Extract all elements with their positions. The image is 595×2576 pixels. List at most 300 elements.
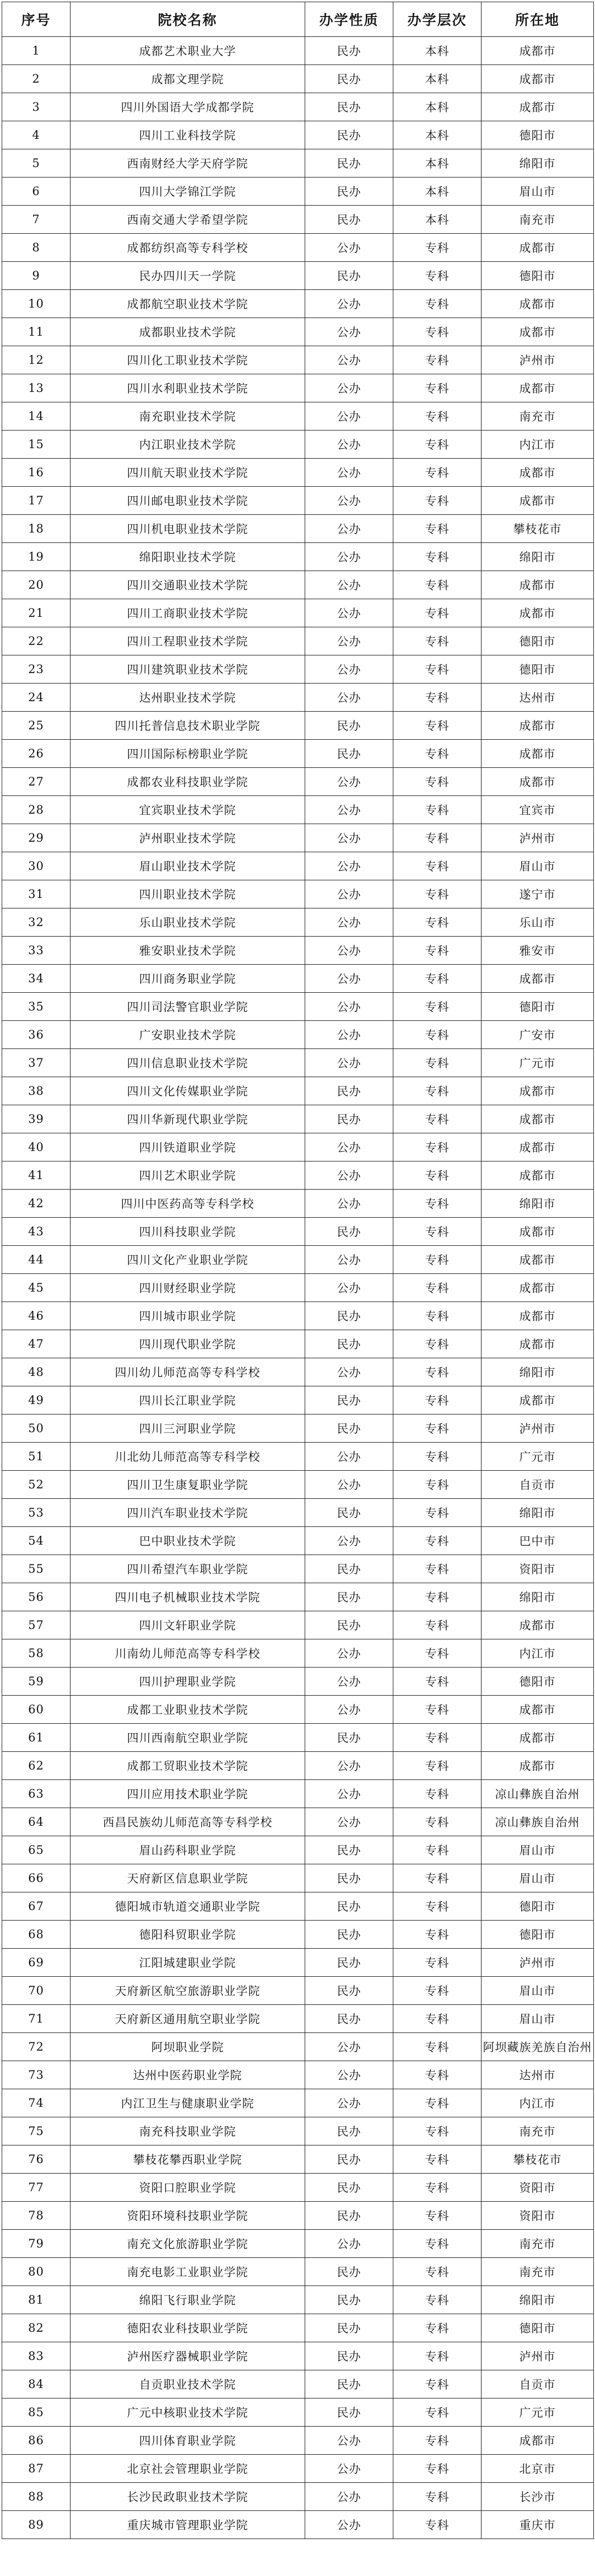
cell-ownership: 公办 [305, 515, 393, 543]
cell-ownership: 公办 [305, 1443, 393, 1471]
cell-location: 广元市 [482, 1443, 594, 1471]
cell-level: 专科 [393, 1049, 482, 1077]
cell-ownership: 公办 [305, 431, 393, 459]
cell-level: 专科 [393, 487, 482, 515]
cell-school-name: 成都纺织高等专科学校 [71, 234, 305, 262]
cell-ownership: 民办 [305, 1921, 393, 1949]
cell-level: 专科 [393, 459, 482, 487]
table-row [2, 1836, 594, 1864]
cell-location: 成都市 [482, 290, 594, 318]
cell-ownership: 公办 [305, 2455, 393, 2483]
cell-ownership: 公办 [305, 2061, 393, 2089]
cell-school-name: 达州职业技术学院 [71, 684, 305, 712]
cell-location: 德阳市 [482, 262, 594, 290]
cell-level: 专科 [393, 431, 482, 459]
cell-location: 德阳市 [482, 1668, 594, 1696]
cell-level: 专科 [393, 2061, 482, 2089]
cell-ownership: 公办 [305, 402, 393, 431]
cell-level: 专科 [393, 2427, 482, 2455]
table-row [2, 2398, 594, 2427]
cell-school-name: 四川托普信息技术职业学院 [71, 712, 305, 740]
cell-ownership: 公办 [305, 908, 393, 937]
cell-school-name: 四川化工职业技术学院 [71, 346, 305, 374]
cell-index: 2 [2, 65, 71, 93]
cell-ownership: 民办 [305, 178, 393, 206]
table-row [2, 937, 594, 965]
cell-level: 专科 [393, 543, 482, 571]
cell-index: 68 [2, 1921, 71, 1949]
cell-location: 成都市 [482, 1386, 594, 1415]
table-row [2, 1668, 594, 1696]
cell-level: 专科 [393, 684, 482, 712]
cell-school-name: 四川工商职业技术学院 [71, 599, 305, 627]
table-row [2, 908, 594, 937]
cell-location: 眉山市 [482, 1864, 594, 1892]
cell-ownership: 民办 [305, 2398, 393, 2427]
cell-location: 成都市 [482, 65, 594, 93]
cell-level: 专科 [393, 2511, 482, 2539]
table-row [2, 796, 594, 824]
cell-index: 55 [2, 1555, 71, 1583]
cell-location: 阿坝藏族羌族自治州 [482, 2033, 594, 2061]
cell-location: 绵阳市 [482, 1358, 594, 1386]
cell-index: 88 [2, 2483, 71, 2511]
table-row [2, 571, 594, 599]
cell-ownership: 民办 [305, 1105, 393, 1133]
cell-index: 5 [2, 149, 71, 178]
cell-index: 47 [2, 1330, 71, 1358]
header-ownership: 办学性质 [305, 2, 393, 37]
cell-index: 61 [2, 1724, 71, 1752]
cell-index: 65 [2, 1836, 71, 1864]
cell-level: 本科 [393, 121, 482, 149]
cell-school-name: 四川城市职业学院 [71, 1302, 305, 1330]
cell-index: 17 [2, 487, 71, 515]
cell-index: 71 [2, 2005, 71, 2033]
cell-ownership: 民办 [305, 712, 393, 740]
cell-ownership: 民办 [305, 2286, 393, 2314]
cell-index: 70 [2, 1977, 71, 2005]
cell-location: 成都市 [482, 1105, 594, 1133]
cell-school-name: 德阳科贸职业学院 [71, 1921, 305, 1949]
cell-level: 专科 [393, 2230, 482, 2258]
cell-ownership: 民办 [305, 1836, 393, 1864]
cell-location: 内江市 [482, 2089, 594, 2117]
cell-level: 专科 [393, 796, 482, 824]
cell-ownership: 公办 [305, 487, 393, 515]
cell-location: 德阳市 [482, 627, 594, 655]
cell-school-name: 四川汽车职业技术学院 [71, 1499, 305, 1527]
cell-school-name: 南充文化旅游职业学院 [71, 2230, 305, 2258]
table-row [2, 515, 594, 543]
cell-school-name: 南充职业技术学院 [71, 402, 305, 431]
table-row [2, 1752, 594, 1780]
cell-index: 82 [2, 2314, 71, 2342]
cell-location: 成都市 [482, 1161, 594, 1190]
cell-location: 德阳市 [482, 2314, 594, 2342]
cell-ownership: 公办 [305, 2089, 393, 2117]
cell-ownership: 民办 [305, 1302, 393, 1330]
cell-ownership: 民办 [305, 149, 393, 178]
cell-level: 专科 [393, 1386, 482, 1415]
cell-ownership: 民办 [305, 2117, 393, 2145]
table-row [2, 121, 594, 149]
cell-index: 79 [2, 2230, 71, 2258]
cell-ownership: 公办 [305, 993, 393, 1021]
cell-school-name: 泸州医疗器械职业学院 [71, 2342, 305, 2370]
table-row [2, 2286, 594, 2314]
cell-index: 57 [2, 1611, 71, 1639]
cell-index: 33 [2, 937, 71, 965]
cell-ownership: 民办 [305, 2174, 393, 2202]
cell-school-name: 四川电子机械职业技术学院 [71, 1583, 305, 1611]
cell-school-name: 巴中职业技术学院 [71, 1527, 305, 1555]
cell-level: 专科 [393, 374, 482, 402]
cell-index: 59 [2, 1668, 71, 1696]
cell-school-name: 四川外国语大学成都学院 [71, 93, 305, 121]
cell-ownership: 公办 [305, 796, 393, 824]
cell-school-name: 达州中医药职业学院 [71, 2061, 305, 2089]
cell-school-name: 成都职业技术学院 [71, 318, 305, 346]
cell-level: 专科 [393, 1724, 482, 1752]
cell-ownership: 公办 [305, 880, 393, 908]
cell-school-name: 眉山药科职业学院 [71, 1836, 305, 1864]
cell-level: 专科 [393, 1246, 482, 1274]
cell-location: 德阳市 [482, 121, 594, 149]
cell-school-name: 四川科技职业学院 [71, 1218, 305, 1246]
table-row [2, 1049, 594, 1077]
table-row [2, 262, 594, 290]
cell-level: 专科 [393, 2174, 482, 2202]
cell-ownership: 民办 [305, 2005, 393, 2033]
cell-index: 20 [2, 571, 71, 599]
cell-school-name: 四川应用技术职业学院 [71, 1780, 305, 1808]
cell-index: 72 [2, 2033, 71, 2061]
cell-index: 1 [2, 37, 71, 65]
cell-index: 77 [2, 2174, 71, 2202]
cell-location: 资阳市 [482, 1555, 594, 1583]
cell-ownership: 公办 [305, 1780, 393, 1808]
cell-location: 绵阳市 [482, 2286, 594, 2314]
cell-ownership: 民办 [305, 2314, 393, 2342]
cell-school-name: 西昌民族幼儿师范高等专科学校 [71, 1808, 305, 1836]
cell-level: 专科 [393, 740, 482, 768]
table-row [2, 1077, 594, 1105]
cell-school-name: 四川机电职业技术学院 [71, 515, 305, 543]
header-location: 所在地 [482, 2, 594, 37]
cell-ownership: 民办 [305, 2258, 393, 2286]
cell-school-name: 宜宾职业技术学院 [71, 796, 305, 824]
cell-school-name: 成都农业科技职业学院 [71, 768, 305, 796]
table-row [2, 1977, 594, 2005]
cell-location: 成都市 [482, 1274, 594, 1302]
cell-location: 成都市 [482, 318, 594, 346]
cell-level: 专科 [393, 2455, 482, 2483]
cell-index: 11 [2, 318, 71, 346]
cell-level: 专科 [393, 1330, 482, 1358]
cell-school-name: 西南财经大学天府学院 [71, 149, 305, 178]
cell-school-name: 四川现代职业学院 [71, 1330, 305, 1358]
cell-index: 36 [2, 1021, 71, 1049]
school-list-document [0, 2, 595, 2576]
cell-school-name: 南充电影工业职业学院 [71, 2258, 305, 2286]
table-row [2, 178, 594, 206]
cell-index: 4 [2, 121, 71, 149]
cell-level: 专科 [393, 655, 482, 684]
cell-school-name: 四川国际标榜职业学院 [71, 740, 305, 768]
cell-school-name: 自贡职业技术学院 [71, 2370, 305, 2398]
table-row [2, 93, 594, 121]
cell-school-name: 四川长江职业学院 [71, 1386, 305, 1415]
table-row [2, 1471, 594, 1499]
table-row [2, 1555, 594, 1583]
table-row [2, 1246, 594, 1274]
cell-school-name: 四川财经职业学院 [71, 1274, 305, 1302]
cell-location: 北京市 [482, 2455, 594, 2483]
cell-school-name: 江阳城建职业学院 [71, 1949, 305, 1977]
cell-ownership: 公办 [305, 768, 393, 796]
cell-location: 成都市 [482, 487, 594, 515]
cell-level: 专科 [393, 1471, 482, 1499]
table-row [2, 2061, 594, 2089]
cell-index: 80 [2, 2258, 71, 2286]
cell-index: 43 [2, 1218, 71, 1246]
cell-index: 37 [2, 1049, 71, 1077]
cell-level: 专科 [393, 2314, 482, 2342]
cell-school-name: 四川大学锦江学院 [71, 178, 305, 206]
table-row [2, 2370, 594, 2398]
cell-ownership: 公办 [305, 1133, 393, 1161]
cell-school-name: 四川三河职业学院 [71, 1415, 305, 1443]
cell-ownership: 公办 [305, 1358, 393, 1386]
table-row [2, 1808, 594, 1836]
cell-location: 泸州市 [482, 2342, 594, 2370]
cell-level: 专科 [393, 1415, 482, 1443]
cell-location: 泸州市 [482, 1949, 594, 1977]
cell-ownership: 公办 [305, 543, 393, 571]
cell-school-name: 绵阳职业技术学院 [71, 543, 305, 571]
cell-location: 凉山彝族自治州 [482, 1780, 594, 1808]
table-header [2, 2, 594, 37]
cell-ownership: 公办 [305, 2511, 393, 2539]
cell-index: 3 [2, 93, 71, 121]
cell-index: 50 [2, 1415, 71, 1443]
cell-location: 眉山市 [482, 2005, 594, 2033]
cell-location: 成都市 [482, 712, 594, 740]
cell-location: 重庆市 [482, 2511, 594, 2539]
cell-location: 广元市 [482, 1049, 594, 1077]
cell-school-name: 眉山职业技术学院 [71, 852, 305, 880]
table-row [2, 2455, 594, 2483]
cell-location: 眉山市 [482, 852, 594, 880]
table-row [2, 346, 594, 374]
cell-location: 泸州市 [482, 824, 594, 852]
cell-school-name: 四川建筑职业技术学院 [71, 655, 305, 684]
cell-location: 德阳市 [482, 1892, 594, 1921]
cell-ownership: 公办 [305, 684, 393, 712]
cell-school-name: 长沙民政职业技术学院 [71, 2483, 305, 2511]
cell-index: 54 [2, 1527, 71, 1555]
cell-level: 专科 [393, 515, 482, 543]
cell-index: 78 [2, 2202, 71, 2230]
cell-ownership: 公办 [305, 459, 393, 487]
table-row [2, 965, 594, 993]
cell-ownership: 民办 [305, 2145, 393, 2174]
cell-location: 绵阳市 [482, 1190, 594, 1218]
table-row [2, 1330, 594, 1358]
cell-school-name: 民办四川天一学院 [71, 262, 305, 290]
cell-location: 成都市 [482, 234, 594, 262]
table-row [2, 2258, 594, 2286]
cell-location: 成都市 [482, 740, 594, 768]
table-row [2, 2483, 594, 2511]
cell-location: 南充市 [482, 2117, 594, 2145]
cell-index: 24 [2, 684, 71, 712]
cell-ownership: 公办 [305, 1274, 393, 1302]
cell-location: 成都市 [482, 1302, 594, 1330]
cell-level: 专科 [393, 712, 482, 740]
cell-ownership: 公办 [305, 852, 393, 880]
table-row [2, 2511, 594, 2539]
table-row [2, 1611, 594, 1639]
table-row [2, 431, 594, 459]
cell-location: 成都市 [482, 1611, 594, 1639]
cell-school-name: 四川卫生康复职业学院 [71, 1471, 305, 1499]
cell-school-name: 天府新区航空旅游职业学院 [71, 1977, 305, 2005]
cell-level: 专科 [393, 1977, 482, 2005]
cell-location: 眉山市 [482, 1836, 594, 1864]
cell-ownership: 公办 [305, 1190, 393, 1218]
header-row [2, 2, 594, 37]
table-row [2, 234, 594, 262]
cell-location: 成都市 [482, 599, 594, 627]
cell-index: 26 [2, 740, 71, 768]
cell-location: 广安市 [482, 1021, 594, 1049]
cell-index: 39 [2, 1105, 71, 1133]
cell-location: 攀枝花市 [482, 515, 594, 543]
table-row [2, 1133, 594, 1161]
cell-school-name: 四川工程职业技术学院 [71, 627, 305, 655]
cell-ownership: 民办 [305, 262, 393, 290]
table-row [2, 1274, 594, 1302]
table-row [2, 712, 594, 740]
cell-index: 74 [2, 2089, 71, 2117]
cell-index: 31 [2, 880, 71, 908]
cell-index: 27 [2, 768, 71, 796]
table-row [2, 880, 594, 908]
cell-school-name: 四川工业科技学院 [71, 121, 305, 149]
cell-school-name: 四川信息职业技术学院 [71, 1049, 305, 1077]
cell-level: 专科 [393, 346, 482, 374]
cell-ownership: 公办 [305, 1808, 393, 1836]
cell-ownership: 公办 [305, 374, 393, 402]
cell-index: 63 [2, 1780, 71, 1808]
cell-level: 专科 [393, 1218, 482, 1246]
cell-ownership: 公办 [305, 2427, 393, 2455]
cell-school-name: 四川文化传媒职业学院 [71, 1077, 305, 1105]
cell-ownership: 民办 [305, 1864, 393, 1892]
cell-level: 专科 [393, 1780, 482, 1808]
table-row [2, 1780, 594, 1808]
cell-level: 专科 [393, 1611, 482, 1639]
cell-index: 18 [2, 515, 71, 543]
cell-level: 专科 [393, 2258, 482, 2286]
cell-level: 专科 [393, 1836, 482, 1864]
table-row [2, 2174, 594, 2202]
cell-school-name: 雅安职业技术学院 [71, 937, 305, 965]
cell-level: 专科 [393, 2117, 482, 2145]
cell-index: 56 [2, 1583, 71, 1611]
table-row [2, 2314, 594, 2342]
cell-ownership: 民办 [305, 1892, 393, 1921]
header-index: 序号 [2, 2, 71, 37]
cell-level: 专科 [393, 1527, 482, 1555]
cell-ownership: 公办 [305, 234, 393, 262]
cell-school-name: 四川幼儿师范高等专科学校 [71, 1358, 305, 1386]
cell-level: 专科 [393, 2033, 482, 2061]
cell-ownership: 民办 [305, 37, 393, 65]
cell-location: 宜宾市 [482, 796, 594, 824]
cell-location: 绵阳市 [482, 1499, 594, 1527]
cell-index: 75 [2, 2117, 71, 2145]
cell-location: 成都市 [482, 374, 594, 402]
table-row [2, 1302, 594, 1330]
table-row [2, 1443, 594, 1471]
cell-school-name: 四川体育职业学院 [71, 2427, 305, 2455]
cell-ownership: 公办 [305, 1527, 393, 1555]
cell-school-name: 成都文理学院 [71, 65, 305, 93]
table-row [2, 1892, 594, 1921]
cell-level: 专科 [393, 1555, 482, 1583]
cell-school-name: 四川水利职业技术学院 [71, 374, 305, 402]
table-row [2, 2427, 594, 2455]
cell-level: 专科 [393, 599, 482, 627]
cell-school-name: 四川铁道职业学院 [71, 1133, 305, 1161]
table-row [2, 1696, 594, 1724]
cell-location: 德阳市 [482, 655, 594, 684]
cell-location: 成都市 [482, 768, 594, 796]
table-row [2, 824, 594, 852]
cell-level: 专科 [393, 234, 482, 262]
cell-index: 23 [2, 655, 71, 684]
table-row [2, 1864, 594, 1892]
table-row [2, 1527, 594, 1555]
table-row [2, 993, 594, 1021]
cell-location: 内江市 [482, 1639, 594, 1668]
cell-index: 51 [2, 1443, 71, 1471]
cell-index: 10 [2, 290, 71, 318]
cell-ownership: 民办 [305, 1218, 393, 1246]
cell-location: 成都市 [482, 459, 594, 487]
cell-location: 成都市 [482, 93, 594, 121]
cell-school-name: 四川华新现代职业学院 [71, 1105, 305, 1133]
cell-level: 专科 [393, 1077, 482, 1105]
cell-ownership: 民办 [305, 1611, 393, 1639]
school-table [2, 2, 594, 2539]
cell-ownership: 公办 [305, 1246, 393, 1274]
table-row [2, 1415, 594, 1443]
cell-level: 专科 [393, 1892, 482, 1921]
cell-level: 专科 [393, 2286, 482, 2314]
cell-ownership: 民办 [305, 1499, 393, 1527]
cell-index: 89 [2, 2511, 71, 2539]
table-row [2, 149, 594, 178]
cell-level: 专科 [393, 627, 482, 655]
cell-index: 28 [2, 796, 71, 824]
cell-location: 雅安市 [482, 937, 594, 965]
cell-location: 眉山市 [482, 178, 594, 206]
cell-ownership: 民办 [305, 1077, 393, 1105]
